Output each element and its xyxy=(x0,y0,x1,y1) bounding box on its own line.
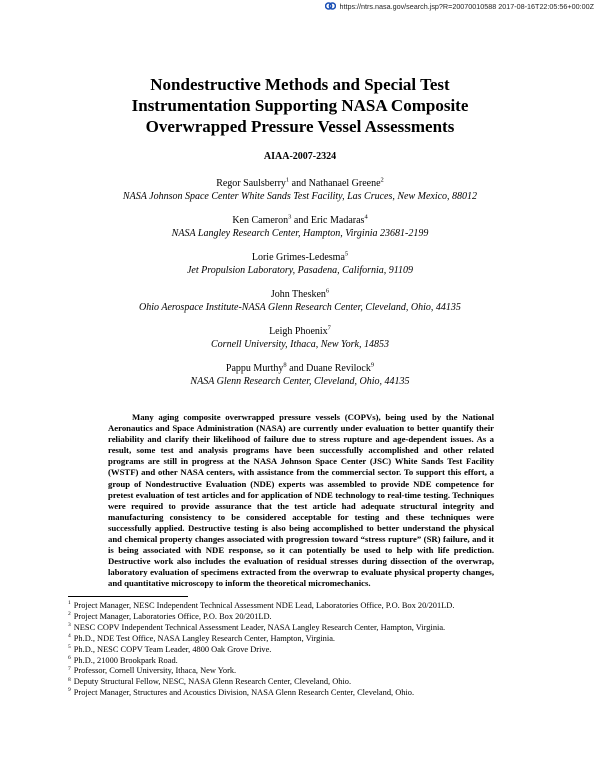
author-block xyxy=(0,326,600,351)
author-names xyxy=(0,289,600,302)
footnote xyxy=(68,645,548,656)
author-names xyxy=(0,326,600,339)
link-icon[interactable] xyxy=(325,1,336,11)
footnote xyxy=(68,612,548,623)
author-affiliation: Jet Propulsion Laboratory, Pasadena, California, 91109 xyxy=(186,264,414,276)
footnote-number: 4 xyxy=(68,632,71,639)
author-block xyxy=(0,215,600,240)
author-names xyxy=(0,252,600,265)
author-footnote-mark: 1 xyxy=(285,176,290,184)
author-name: Pappu Murthy xyxy=(225,363,284,374)
author-affiliation: Cornell University, Ithaca, New York, 14853 xyxy=(211,338,389,350)
footnote-text: Project Manager, Laboratories Office, P.O. Box 20/201LD. xyxy=(73,611,272,621)
author-footnote-mark: 4 xyxy=(364,213,368,221)
footnote-divider xyxy=(68,596,188,597)
author-footnote-mark: 6 xyxy=(325,287,330,295)
footnote-text: Project Manager, NESC Independent Technical Assessment NDE Lead, Laboratories Office, P.O. Box 20/201LD. xyxy=(73,601,455,610)
footnote-number: 7 xyxy=(68,665,71,672)
author-footnote-mark: 8 xyxy=(283,361,287,369)
footnote-number: 8 xyxy=(68,676,71,683)
author-footnote-mark: 3 xyxy=(288,213,292,221)
footnote-number: 5 xyxy=(68,643,71,650)
author-affiliation: NASA Johnson Space Center White Sands Test Facility, Las Cruces, New Mexico, 88012 xyxy=(122,190,478,202)
author-names xyxy=(0,178,600,191)
footnote-number: 3 xyxy=(68,622,71,629)
author-affiliation: NASA Glenn Research Center, Cleveland, Ohio, 44135 xyxy=(190,375,410,387)
author-conjunction: and xyxy=(289,178,309,189)
footnote-number: 9 xyxy=(68,687,71,694)
footnote xyxy=(68,688,548,699)
author-block xyxy=(0,252,600,277)
source-url[interactable]: https://ntrs.nasa.gov/search.jsp?R=20070010588 2017-08-16T22:05:56+00:00Z xyxy=(339,1,594,11)
title-line: Overwrapped Pressure Vessel Assessments xyxy=(145,117,455,136)
author-block xyxy=(0,363,600,388)
author-name: Duane Revilock xyxy=(306,363,371,374)
footnote-text: Ph.D., NESC COPV Team Leader, 4800 Oak Grove Drive. xyxy=(73,644,272,654)
author-name: Regor Saulsberry xyxy=(216,178,286,189)
footnote-text: NESC COPV Independent Technical Assessment Leader, NASA Langley Research Center, Hampton, Virginia. xyxy=(73,622,446,632)
author-name: Lorie Grimes-Ledesma xyxy=(251,252,345,263)
footnote xyxy=(68,677,548,688)
footnote-text: Professor, Cornell University, Ithaca, New York. xyxy=(73,666,237,676)
author-conjunction: and xyxy=(291,215,311,226)
author-block xyxy=(0,178,600,203)
footnote xyxy=(68,623,548,634)
author-affiliation: Ohio Aerospace Institute-NASA Glenn Research Center, Cleveland, Ohio, 44135 xyxy=(139,301,461,313)
title-line: Nondestructive Methods and Special Test xyxy=(150,75,450,94)
author-footnote-mark: 5 xyxy=(344,250,349,258)
author-footnote-mark: 2 xyxy=(380,176,384,184)
author-name: Leigh Phoenix xyxy=(269,326,328,337)
author-names xyxy=(0,215,600,228)
author-name: Ken Cameron xyxy=(232,215,289,226)
footnote-number: 6 xyxy=(68,654,71,661)
source-url-bar xyxy=(325,0,594,12)
paper-title xyxy=(50,74,550,137)
author-list xyxy=(0,178,600,400)
author-names xyxy=(0,363,600,376)
footnote-number: 1 xyxy=(68,600,71,607)
footnote-text: Deputy Structural Fellow, NESC, NASA Glenn Research Center, Cleveland, Ohio. xyxy=(73,677,352,687)
author-name: Eric Madaras xyxy=(310,215,365,226)
author-name: Nathanael Greene xyxy=(308,178,381,189)
footnote-number: 2 xyxy=(68,611,71,618)
footnote-text: Ph.D., 21000 Brookpark Road. xyxy=(73,655,178,665)
abstract-paragraph: Many aging composite overwrapped pressure vessels (COPVs), being used by the National Aeronautics and Space Administration (NASA) are currently under evaluation to better quantify their reliability and clarify their likelihood of failure due to stress rupture and age-dependent issues. As a result, some test and analysis programs have been successfully accomplished and other related programs are still in progress at the NASA Johnson Space Center (JSC) White Sands Test Facility (WSTF) and other NASA centers, with assistance from the commercial sector. To support this effort, a group of Nondestructive Evaluation (NDE) experts was assembled to provide NDE competence for pretest evaluation of test articles and for application of NDE technology to real-time testing. Techniques were required to provide assurance that the test article had adequate structural integrity and manufacturing consistency to be considered acceptable for testing and these techniques were successfully applied. Destructive testing is also being accomplished to better understand the physical and chemical property changes associated with progression toward “stress rupture” (SR) failure, and it is being associated with NDE response, so it can potentially be used to help with life prediction. Destructive work also includes the evaluation of residual stresses during dissection of the overwrap, laboratory evaluation of specimens extracted from the overwrap to evaluate physical property changes, and quantitative microscopy to inform the theoretical micromechanics. xyxy=(108,412,494,589)
author-affiliation: NASA Langley Research Center, Hampton, Virginia 23681-2199 xyxy=(171,227,429,239)
report-id: AIAA-2007-2324 xyxy=(263,151,337,162)
footnote xyxy=(68,601,548,612)
author-block xyxy=(0,289,600,314)
title-line: Instrumentation Supporting NASA Composite xyxy=(131,96,469,115)
footnote-list xyxy=(68,601,548,699)
footnote-text: Ph.D., NDE Test Office, NASA Langley Research Center, Hampton, Virginia. xyxy=(73,633,336,643)
author-name: John Thesken xyxy=(270,289,326,300)
author-conjunction: and xyxy=(286,363,307,374)
footnote-text: Project Manager, Structures and Acoustics Division, NASA Glenn Research Center, Cleveland, Ohio. xyxy=(73,688,415,698)
author-footnote-mark: 7 xyxy=(327,324,331,332)
footnote xyxy=(68,634,548,645)
footnote xyxy=(68,656,548,667)
author-footnote-mark: 9 xyxy=(370,361,375,369)
footnote xyxy=(68,666,548,677)
